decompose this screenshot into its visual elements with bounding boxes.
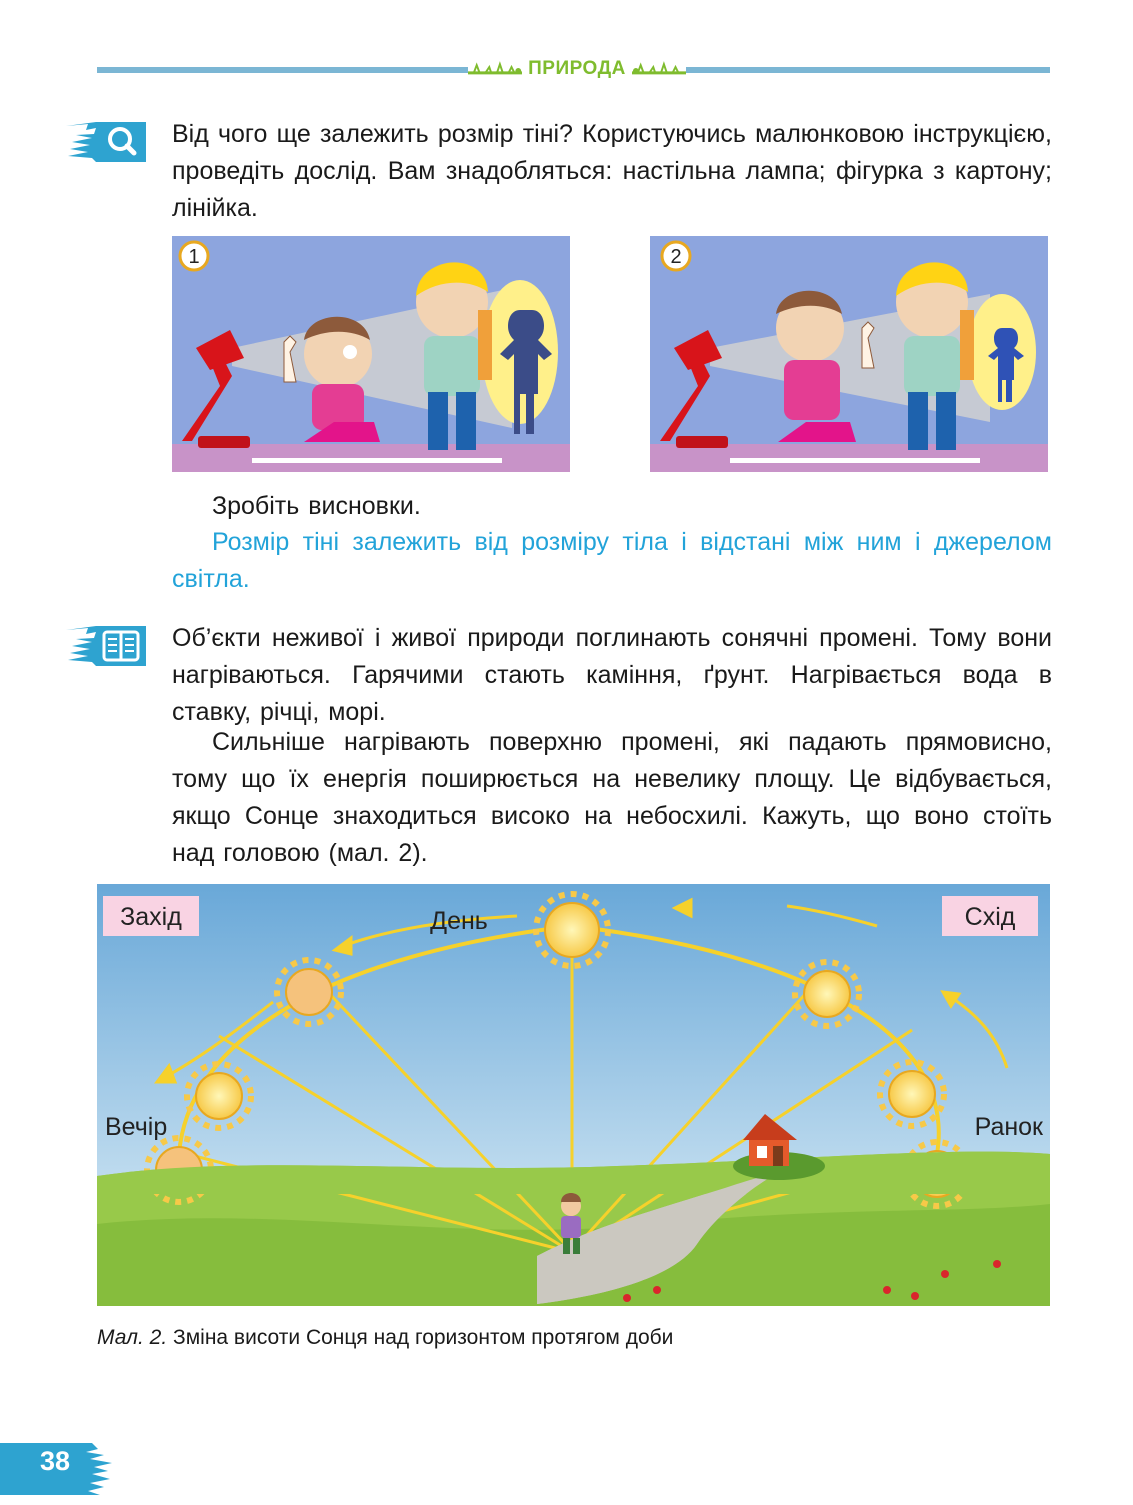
experiment-panel-2: [650, 236, 1048, 472]
reading-paragraph-1: Об’єкти неживої і живої природи поглинають сонячні промені. Тому вони нагріваються. Гарячими стають каміння, ґрунт. Нагрівається вода в ставку, річці, морі.: [172, 624, 1052, 726]
research-question: Від чого ще залежить розмір тіні? Користуючись малюнковою інструкцією, проведіть дослід. Вам знадобляться: настільна лампа; фігурка з картону; лінійка.: [172, 120, 1052, 222]
conclusion-answer: Розмір тіні залежить від розміру тіла і відстані між ним і джерелом світла.: [172, 528, 1052, 593]
label-morning: Ранок: [974, 1113, 1043, 1141]
label-evening: Вечір: [105, 1113, 168, 1141]
section-title: ПРИРОДА: [528, 58, 626, 79]
label-west: Захід: [120, 903, 182, 931]
label-east: Схід: [964, 903, 1016, 931]
figure-caption: [97, 1326, 673, 1350]
magnifier-icon: [66, 118, 146, 166]
reading-paragraph-2: Сильніше нагрівають поверхню промені, які падають прямовисно, тому що їх енергія поширюється на невелику площу. Це відбувається, якщо Сонце знаходиться високо на небосхилі. Кажуть, що воно стоїть над головою (мал. 2).: [172, 728, 1052, 867]
experiment-panel-1: [172, 236, 570, 472]
book-icon: [66, 622, 146, 670]
label-day: День: [430, 907, 488, 935]
figure-caption-label: Мал. 2.: [97, 1326, 168, 1349]
figure-caption-text: Зміна висоти Сонця над горизонтом протягом доби: [167, 1326, 674, 1349]
conclusion-prompt: Зробіть висновки.: [212, 492, 421, 520]
page-number: 38: [40, 1446, 71, 1476]
panel-2-number: 2: [670, 246, 682, 268]
section-header: [468, 56, 686, 82]
grass-right-icon: [632, 61, 686, 77]
sun-path-diagram: [97, 884, 1050, 1306]
grass-left-icon: [468, 61, 522, 77]
panel-1-number: 1: [188, 246, 200, 268]
